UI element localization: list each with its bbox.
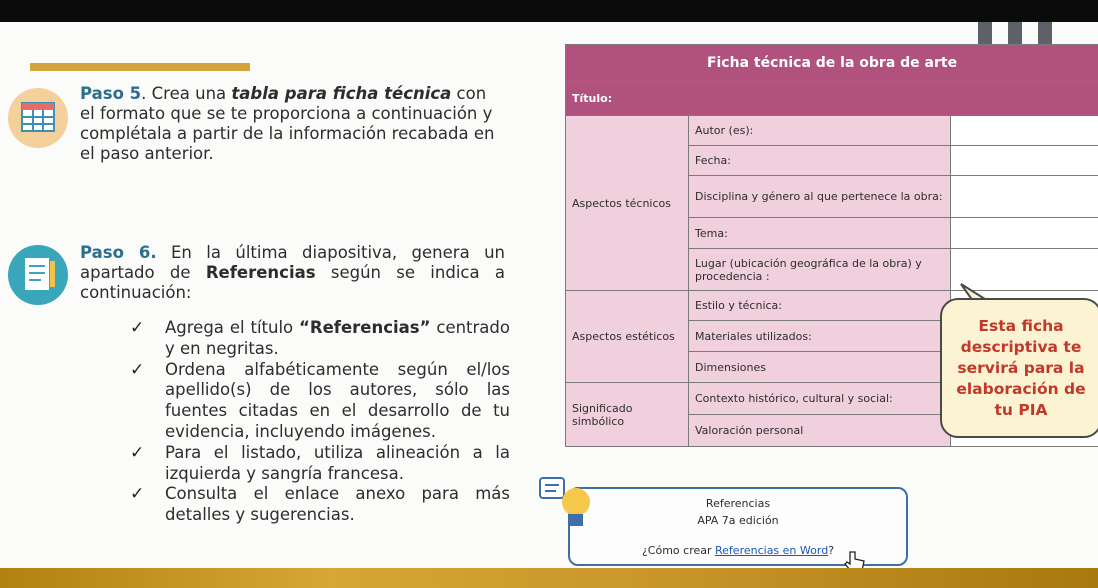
top-bar [0,0,1098,22]
contexto-label: Contexto histórico, cultural y social: [689,383,951,415]
table-icon [8,88,68,148]
aspectos-tecnicos: Aspectos técnicos [566,116,689,291]
step6-text: Paso 6. En la última diapositiva, genera un apartado de Referencias según se indica a continuación: [80,243,505,302]
tema-value[interactable] [951,218,1098,249]
aspectos-esteticos: Aspectos estéticos [566,291,689,383]
check-icon: ✓ [130,484,145,505]
bullet-item: ✓ Agrega el título “Referencias” centrado y en negritas. [130,318,510,358]
step5-label: Paso 5 [80,84,142,103]
autor-label: Autor (es): [689,116,951,146]
significado-simbolico: Significado simbólico [566,383,689,447]
estilo-label: Estilo y técnica: [689,291,951,321]
lugar-label: Lugar (ubicación geográfica de la obra) y procedencia : [689,249,951,291]
bullet-item: ✓ Para el listado, utiliza alineación a la izquierda y sangría francesa. [130,442,510,483]
table-title: Ficha técnica de la obra de arte [566,45,1098,82]
tema-label: Tema: [689,218,951,249]
bullet-item: ✓ Consulta el enlace anexo para más detalles y sugerencias. [130,484,510,525]
disciplina-label: Disciplina y género al que pertenece la obra: [689,176,951,218]
titulo-row: Título: [566,82,1098,116]
check-icon: ✓ [130,318,145,338]
dot-3[interactable] [1038,22,1052,44]
bullet-item: ✓ Ordena alfabéticamente según el/los apellido(s) de los autores, sólo las fuentes citadas en el desarrollo de tu evidencia, incluyendo imágenes. [130,359,510,441]
step6-label: Paso 6. [80,243,157,262]
disciplina-value[interactable] [951,176,1098,218]
check-icon: ✓ [130,359,145,380]
autor-value[interactable] [951,116,1098,146]
referencias-word-link[interactable]: Referencias en Word [715,544,829,557]
references-instructions [130,318,510,526]
bottom-bar [0,568,1098,588]
references-box: Referencias APA 7a edición ¿Cómo crear Referencias en Word? [568,487,908,566]
callout-bubble: Esta ficha descriptiva te servirá para la elaboración de tu PIA [940,298,1098,438]
dot-1[interactable] [978,22,992,44]
slide-dots [978,22,1052,44]
dot-2[interactable] [1008,22,1022,44]
document-icon [8,245,68,305]
accent-line [30,63,250,71]
valoracion-label: Valoración personal [689,415,951,447]
fecha-label: Fecha: [689,146,951,176]
check-icon: ✓ [130,442,145,463]
step5-text: Paso 5. Crea una tabla para ficha técnica con el formato que se te proporciona a continuación y complétala a partir de la información recabada en el paso anterior. [80,84,495,163]
materiales-label: Materiales utilizados: [689,321,951,352]
dimensiones-label: Dimensiones [689,352,951,383]
lightbulb-icon [538,476,598,532]
fecha-value[interactable] [951,146,1098,176]
